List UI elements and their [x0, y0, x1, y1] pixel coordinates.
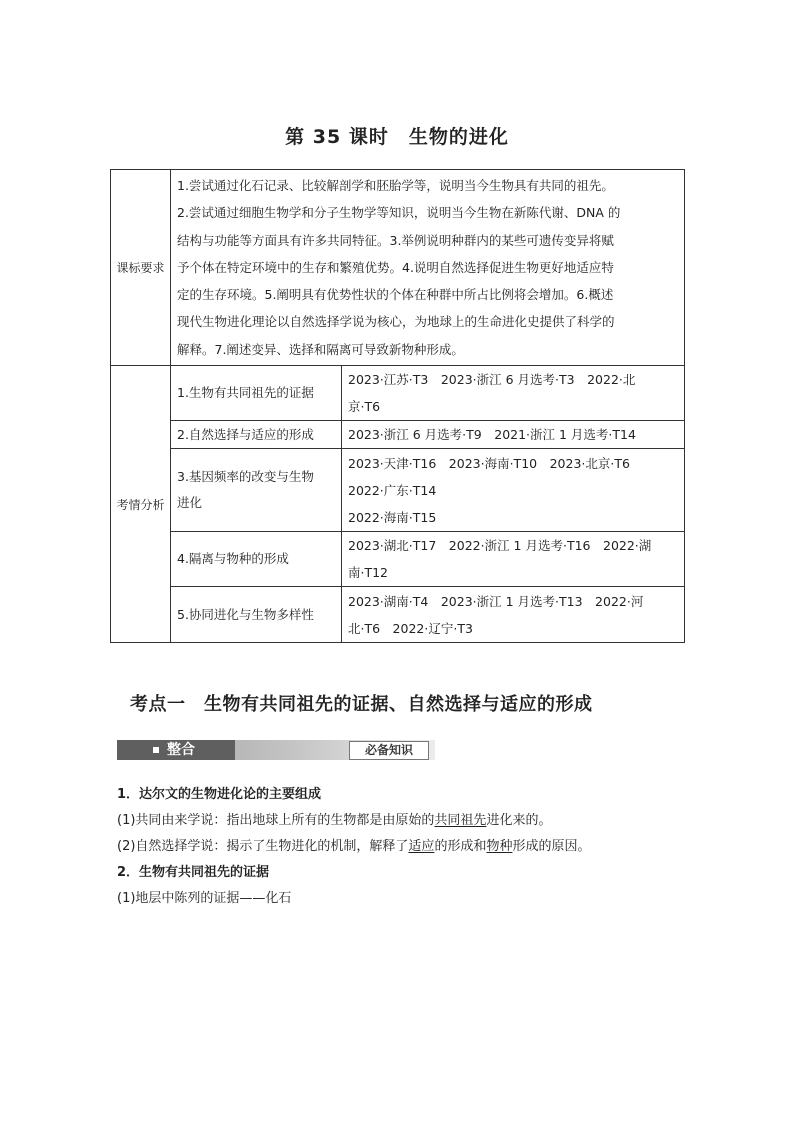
- table-row: [111, 421, 685, 449]
- source-cell: [342, 421, 685, 449]
- row-label-curriculum: 课标要求: [111, 170, 171, 366]
- source-text: 北·T6 2022·辽宁·T3: [348, 620, 473, 636]
- source-text: 2023·江苏·T3 2023·浙江 6 月选考·T3 2022·北: [348, 372, 636, 388]
- heading-darwin-theory: 1．达尔文的生物进化论的主要组成: [117, 787, 322, 802]
- table-row: [111, 366, 685, 421]
- table-row: [111, 449, 685, 532]
- topic-text: 5.协同进化与生物多样性: [177, 606, 314, 622]
- table-row: [111, 170, 685, 366]
- text-span: (1)共同由来学说：指出地球上所有的生物都是由原始的: [117, 813, 435, 828]
- source-cell: [342, 587, 685, 643]
- section-banner: [117, 740, 435, 764]
- source-text: 2022·海南·T15: [348, 509, 437, 525]
- underlined-term: 物种: [486, 839, 513, 854]
- topic-text: 4.隔离与物种的形成: [177, 551, 289, 567]
- topic-cell: [171, 449, 342, 532]
- source-cell: [342, 532, 685, 587]
- heading-common-ancestor-evidence: 2．生物有共同祖先的证据: [117, 865, 270, 880]
- source-cell: [342, 449, 685, 532]
- source-text: 2023·湖南·T4 2023·浙江 1 月选考·T13 2022·河: [348, 593, 644, 609]
- requirement-line: 2.尝试通过细胞生物学和分子生物学等知识，说明当今生物在新陈代谢、DNA 的: [177, 205, 621, 221]
- source-text: 京·T6: [348, 399, 381, 415]
- paragraph-natural-selection: [117, 837, 590, 857]
- requirement-line: 解释。7.阐述变异、选择和隔离可导致新物种形成。: [177, 341, 464, 357]
- topic-cell: [171, 366, 342, 421]
- underlined-term: 适应: [408, 839, 435, 854]
- source-text: 2022·广东·T14: [348, 482, 437, 498]
- source-text: 南·T12: [348, 565, 389, 581]
- table-row: [111, 532, 685, 587]
- banner-label: 整合: [167, 742, 195, 758]
- source-text: 2023·天津·T16 2023·海南·T10 2023·北京·T6: [348, 455, 630, 471]
- square-bullet-icon: [153, 747, 159, 753]
- text-span: 的形成和: [434, 839, 487, 854]
- source-cell: [342, 366, 685, 421]
- underlined-term: 共同祖先: [434, 813, 487, 828]
- banner-box-label: 必备知识: [349, 741, 429, 760]
- page-title: 第 35 课时 生物的进化: [285, 126, 509, 148]
- topic-text: 进化: [177, 495, 203, 511]
- requirement-line: 1.尝试通过化石记录、比较解剖学和胚胎学等，说明当今生物具有共同的祖先。: [177, 178, 614, 193]
- source-text: 2023·浙江 6 月选考·T9 2021·浙江 1 月选考·T14: [348, 427, 636, 443]
- curriculum-table: [110, 169, 685, 643]
- topic-text: 2.自然选择与适应的形成: [177, 426, 314, 442]
- row-label-exam-analysis: 考情分析: [111, 366, 171, 643]
- curriculum-requirements: [171, 170, 685, 366]
- topic-text: 3.基因频率的改变与生物: [177, 469, 314, 485]
- text-span: 进化来的。: [486, 813, 552, 828]
- source-text: 2023·湖北·T17 2022·浙江 1 月选考·T16 2022·湖: [348, 538, 652, 554]
- table-row: [111, 587, 685, 643]
- requirement-line: 结构与功能等方面具有许多共同特征。3.举例说明种群内的某些可遗传变异将赋: [177, 232, 614, 248]
- topic-cell: [171, 421, 342, 449]
- text-span: 形成的原因。: [512, 839, 591, 854]
- topic-text: 1.生物有共同祖先的证据: [177, 385, 314, 401]
- paragraph-fossil-evidence: (1)地层中陈列的证据——化石: [117, 891, 292, 906]
- topic-cell: [171, 587, 342, 643]
- requirement-line: 现代生物进化理论以自然选择学说为核心，为地球上的生命进化史提供了科学的: [177, 314, 615, 330]
- topic-cell: [171, 532, 342, 587]
- requirement-line: 定的生存环境。5.阐明具有优势性状的个体在种群中所占比例将会增加。6.概述: [177, 287, 614, 303]
- text-span: (2)自然选择学说：揭示了生物进化的机制，解释了: [117, 839, 409, 854]
- section-title: 考点一 生物有共同祖先的证据、自然选择与适应的形成: [130, 694, 593, 715]
- requirement-line: 予个体在特定环境中的生存和繁殖优势。4.说明自然选择促进生物更好地适应特: [177, 259, 614, 275]
- paragraph-common-descent: [117, 811, 551, 831]
